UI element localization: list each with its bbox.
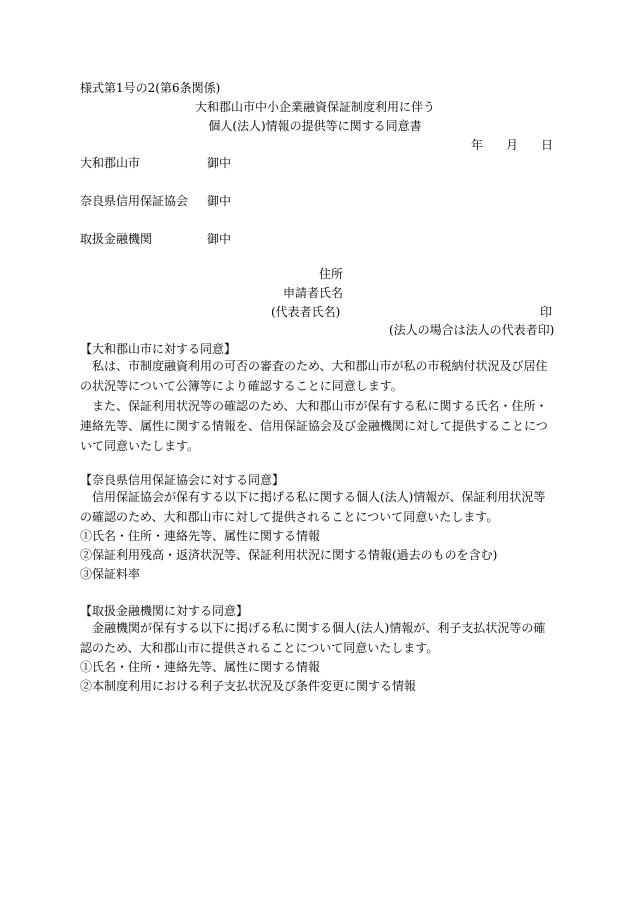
date-day: 日 — [541, 138, 554, 152]
guarantee-item-3: ③保証料率 — [80, 567, 141, 581]
title-line-1: 大和郡山市中小企業融資保証制度利用に伴う — [194, 100, 435, 114]
guarantee-consent-heading: 【奈良県信用保証協会に対する同意】 — [80, 473, 285, 487]
bank-consent-heading: 【取扱金融機関に対する同意】 — [80, 604, 249, 618]
address-label: 住所 — [319, 267, 344, 281]
guarantee-item-1: ①氏名・住所・連絡先等、属性に関する情報 — [80, 529, 321, 543]
guarantee-consent-para: 信用保証協会が保有する以下に掲げる私に関する個人(法人)情報が、保証利用状況等の確認のため、大和郡山市に対して提供されることについて同意いたします。 — [80, 490, 546, 524]
guarantee-item-2: ②保証利用残高・返済状況等、保証利用状況に関する情報(過去のものを含む) — [80, 548, 498, 562]
city-consent-para-2: また、保証利用状況等の確認のため、大和郡山市が保有する私に関する氏名・住所・連絡先等、属性に関する情報を、信用保証協会及び金融機関に対して提供することについて同意いたします。 — [80, 399, 548, 453]
city-consent-para-1: 私は、市制度融資利用の可否の審査のため、大和郡山市が私の市税納付状況及び居住の状況等について公簿等により確認することに同意します。 — [80, 359, 548, 393]
title-line-2: 個人(法人)情報の提供等に関する同意書 — [208, 119, 422, 133]
seal-mark: 印 — [540, 305, 553, 319]
addressee-city-honorific: 御中 — [207, 156, 232, 170]
date-month: 月 — [506, 138, 519, 152]
date-year: 年 — [471, 138, 484, 152]
addressee-guarantee-name: 奈良県信用保証協会 — [80, 194, 189, 208]
seal-note: (法人の場合は法人の代表者印) — [389, 323, 555, 337]
representative-label: (代表者氏名) — [271, 305, 341, 319]
form-number: 様式第1号の2(第6条関係) — [80, 81, 221, 95]
addressee-city-name: 大和郡山市 — [80, 156, 141, 170]
addressee-bank-honorific: 御中 — [207, 232, 232, 246]
applicant-name-label: 申請者氏名 — [283, 286, 344, 300]
bank-item-2: ②本制度利用における利子支払状況及び条件変更に関する情報 — [80, 679, 417, 693]
bank-consent-para: 金融機関が保有する以下に掲げる私に関する個人(法人)情報が、利子支払状況等の確認のため、大和郡山市に提供されることについて同意いたします。 — [80, 621, 546, 655]
city-consent-heading: 【大和郡山市に対する同意】 — [80, 342, 237, 356]
addressee-guarantee-honorific: 御中 — [207, 194, 232, 208]
addressee-bank-name: 取扱金融機関 — [80, 232, 153, 246]
bank-item-1: ①氏名・住所・連絡先等、属性に関する情報 — [80, 660, 321, 674]
